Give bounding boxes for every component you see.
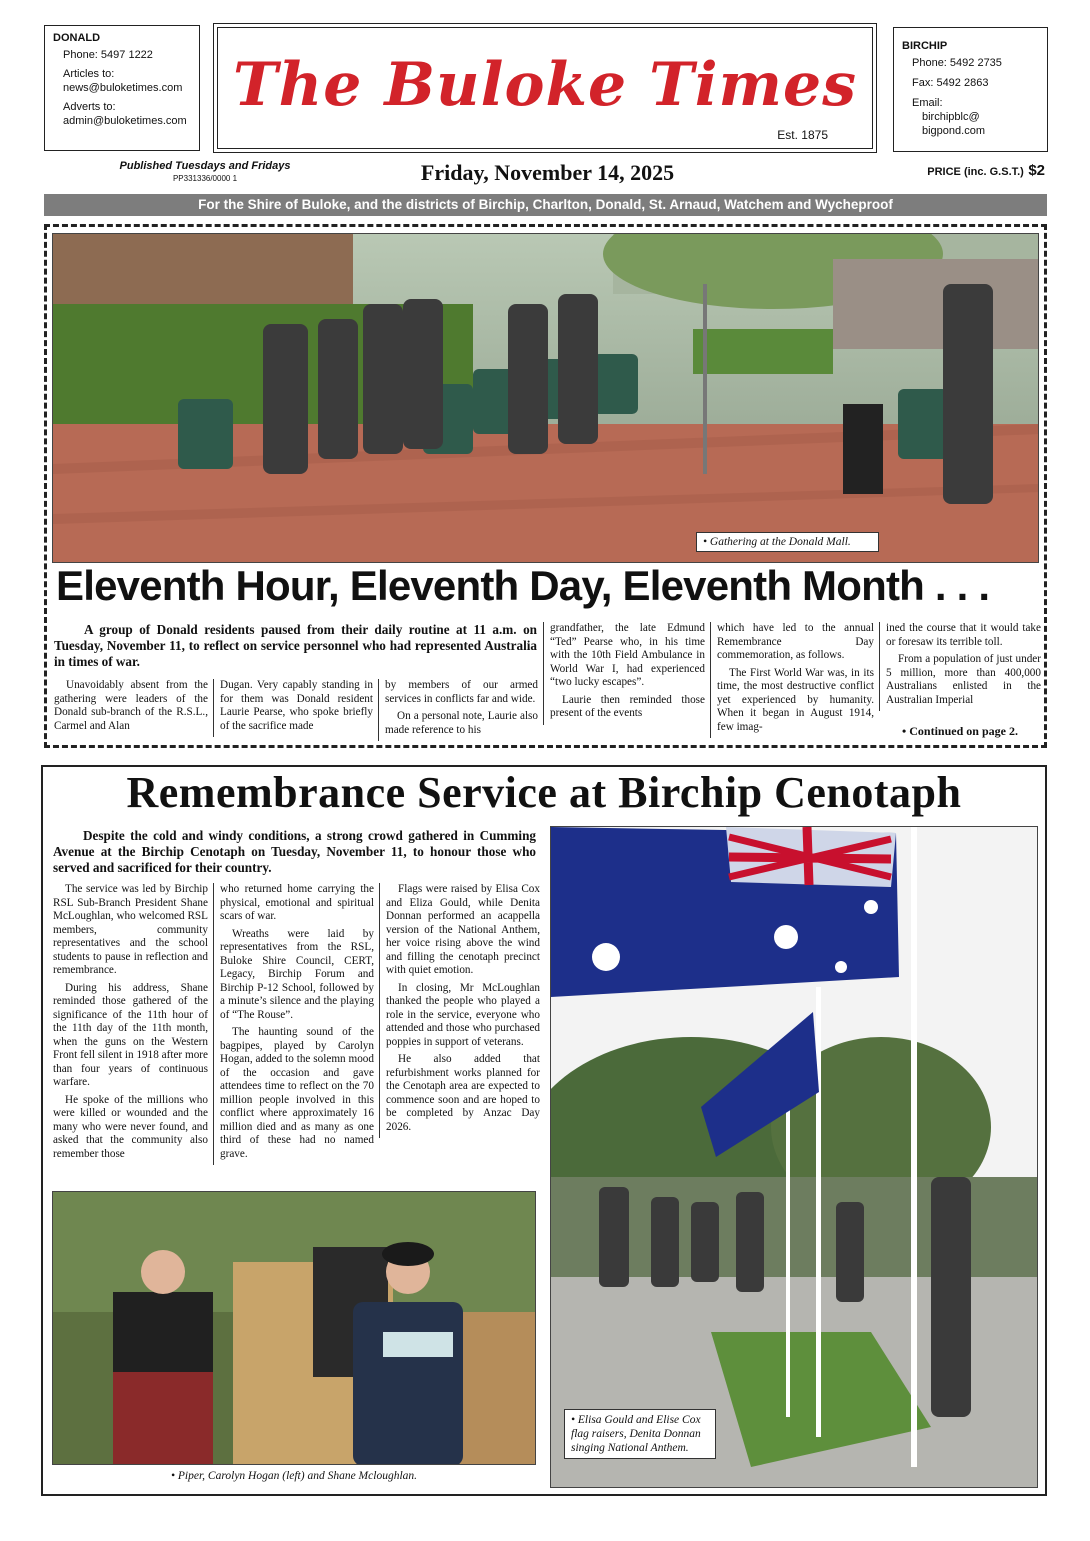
story1-col4-text-a: grandfather, the late Edmund “Ted” Pearse who, in his time with the 10th Field Ambulance in World War I, had experienced “two lucky escapes”. bbox=[550, 622, 705, 688]
story2-headline: Remembrance Service at Birchip Cenotaph bbox=[126, 768, 962, 817]
birchip-phone: Phone: 5492 2735 bbox=[912, 57, 1002, 69]
donald-articles-label: Articles to: bbox=[63, 68, 115, 80]
birchip-email-label: Email: bbox=[912, 97, 943, 109]
story1-col5-text-b: The First World War was, in its time, the most destructive conflict yet experienced by humanity. When it began in August 1914, few imag- bbox=[717, 666, 874, 733]
story1-headline: Eleventh Hour, Eleventh Day, Eleventh Month . . . bbox=[56, 562, 990, 609]
donald-adverts-label: Adverts to: bbox=[63, 101, 116, 113]
story1-col4-text-b: Laurie then reminded those present of the events bbox=[550, 693, 705, 719]
continued-note[interactable]: • Continued on page 2. bbox=[902, 724, 1018, 738]
donald-articles-email[interactable]: news@buloketimes.com bbox=[63, 82, 183, 94]
price bbox=[845, 162, 1045, 180]
story1-col2-text: Dugan. Very capably standing in for them was Donald resident Laurie Pearse, who spoke briefly of the sacrifice made bbox=[220, 679, 373, 732]
story2-lead: Despite the cold and windy conditions, a strong crowd gathered in Cumming Avenue at the Birchip Cenotaph on Tuesday, November 11, to honour those who served and sacrificed for their country. bbox=[53, 828, 536, 875]
donald-label: DONALD bbox=[53, 32, 101, 44]
masthead-title: The Buloke Times bbox=[233, 50, 857, 120]
published-days: Published Tuesdays and Fridays bbox=[119, 160, 291, 172]
donald-phone: Phone: 5497 1222 bbox=[63, 49, 153, 61]
story2-col2 bbox=[213, 883, 374, 1165]
story1-col3-text-b: On a personal note, Laurie also made reference to his bbox=[385, 710, 538, 736]
issue-date: Friday, November 14, 2025 bbox=[420, 160, 675, 185]
birchip-email-2[interactable]: bigpond.com bbox=[922, 125, 985, 137]
story1-col6-text-a: ined the course that it would take or foresaw its terrible toll. bbox=[886, 622, 1041, 648]
story2-col1-p2: During his address, Shane reminded those gathered of the significance of the 11th hour of the 11th day of the 11th month, when the guns on the Western Front fell silent in 1918 after more than four years of continuous warfare. bbox=[53, 981, 208, 1088]
story2-col1-p3: He spoke of the millions who were killed or wounded and the many who were never found, and asked that the community also remember those bbox=[53, 1093, 208, 1160]
story2-col3 bbox=[379, 883, 540, 1138]
masthead bbox=[213, 23, 877, 153]
donald-mall-photo bbox=[52, 233, 1039, 563]
birchip-label: BIRCHIP bbox=[902, 40, 948, 52]
story2-col1 bbox=[53, 883, 208, 1165]
story1-col5-text-a: which have led to the annual Remembrance Day commemoration, as follows. bbox=[717, 622, 874, 661]
donald-contact-box bbox=[44, 25, 200, 151]
birchip-email-1[interactable]: birchipblc@ bbox=[922, 111, 980, 123]
story2-col1-p1: The service was led by Birchip RSL Sub-Branch President Shane McLoughlan, who welcomed RSL members, community representatives and the school students to pause in reflection and remembrance. bbox=[53, 883, 208, 976]
birchip-fax: Fax: 5492 2863 bbox=[912, 77, 989, 89]
story1-col5 bbox=[710, 622, 874, 738]
story1-col3 bbox=[378, 679, 538, 741]
flag-raising-photo bbox=[550, 826, 1038, 1488]
story1-col1 bbox=[54, 679, 208, 737]
registration-number: PP331336/0000 1 bbox=[172, 174, 238, 183]
piper-photo-caption: • Piper, Carolyn Hogan (left) and Shane Mcloughlan. bbox=[170, 1470, 418, 1482]
donald-photo-caption: • Gathering at the Donald Mall. bbox=[696, 532, 879, 552]
story2-col2-p2: Wreaths were laid by representatives from the RSL, Buloke Shire Council, CERT, Legacy, Birchip Forum and Birchip P-12 School, followed by a minute’s silence and the playing of “The Rouse”. bbox=[220, 927, 374, 1021]
story1-col4 bbox=[543, 622, 705, 725]
donald-adverts-email[interactable]: admin@buloketimes.com bbox=[63, 115, 187, 127]
price-label: PRICE (inc. G.S.T.) bbox=[927, 166, 1024, 178]
established: Est. 1875 bbox=[777, 128, 828, 142]
story2-col3-p1: Flags were raised by Elisa Cox and Eliza Gould, while Denita Donnan performed an acappella version of the National Anthem, her voice rising above the wind and filling the cenotaph precinct with quiet emotion. bbox=[386, 883, 540, 976]
story1-col2 bbox=[213, 679, 373, 737]
story2-col3-p3: He also added that refurbishment works planned for the Cenotaph area are expected to commence soon and are hoped to be completed by Anzac Day 2026. bbox=[386, 1053, 540, 1133]
story1-col1-text: Unavoidably absent from the gathering were leaders of the Donald sub-branch of the R.S.L., Carmel and Alan bbox=[54, 679, 208, 732]
story1-col3-text-a: by members of our armed services in conflicts far and wide. bbox=[385, 679, 538, 705]
tagline-strip: For the Shire of Buloke, and the districts of Birchip, Charlton, Donald, St. Arnaud, Watchem and Wycheproof bbox=[44, 194, 1047, 216]
birchip-contact-box bbox=[893, 27, 1048, 152]
story2-col2-p3: The haunting sound of the bagpipes, played by Carolyn Hogan, added to the solemn mood of the occasion and gave attendees time to reflect on the 70 million people involved in this conflict where approximately 16 million died and as many as one third of these had no named grave. bbox=[220, 1026, 374, 1160]
story2-col3-p2: In closing, Mr McLoughlan thanked the people who played a role in the service, everyone who attended and those who purchased poppies in support of veterans. bbox=[386, 981, 540, 1048]
piper-photo bbox=[52, 1191, 536, 1465]
story1-lead: A group of Donald residents paused from their daily routine at 11 a.m. on Tuesday, November 11, to reflect on service personnel who had represented Australia in times of war. bbox=[54, 622, 537, 669]
story1-col6-text-b: From a population of just under 5 million, more than 400,000 Australians enlisted in the Australian Imperial bbox=[886, 653, 1041, 706]
published-note bbox=[100, 160, 310, 183]
story1-col6 bbox=[879, 622, 1041, 711]
flag-photo-caption: • Elisa Gould and Elise Cox flag raisers, Denita Donnan singing National Anthem. bbox=[564, 1409, 716, 1459]
story2-col2-p1: who returned home carrying the physical, emotional and spiritual scars of war. bbox=[220, 883, 374, 922]
price-value: $2 bbox=[1028, 162, 1045, 179]
